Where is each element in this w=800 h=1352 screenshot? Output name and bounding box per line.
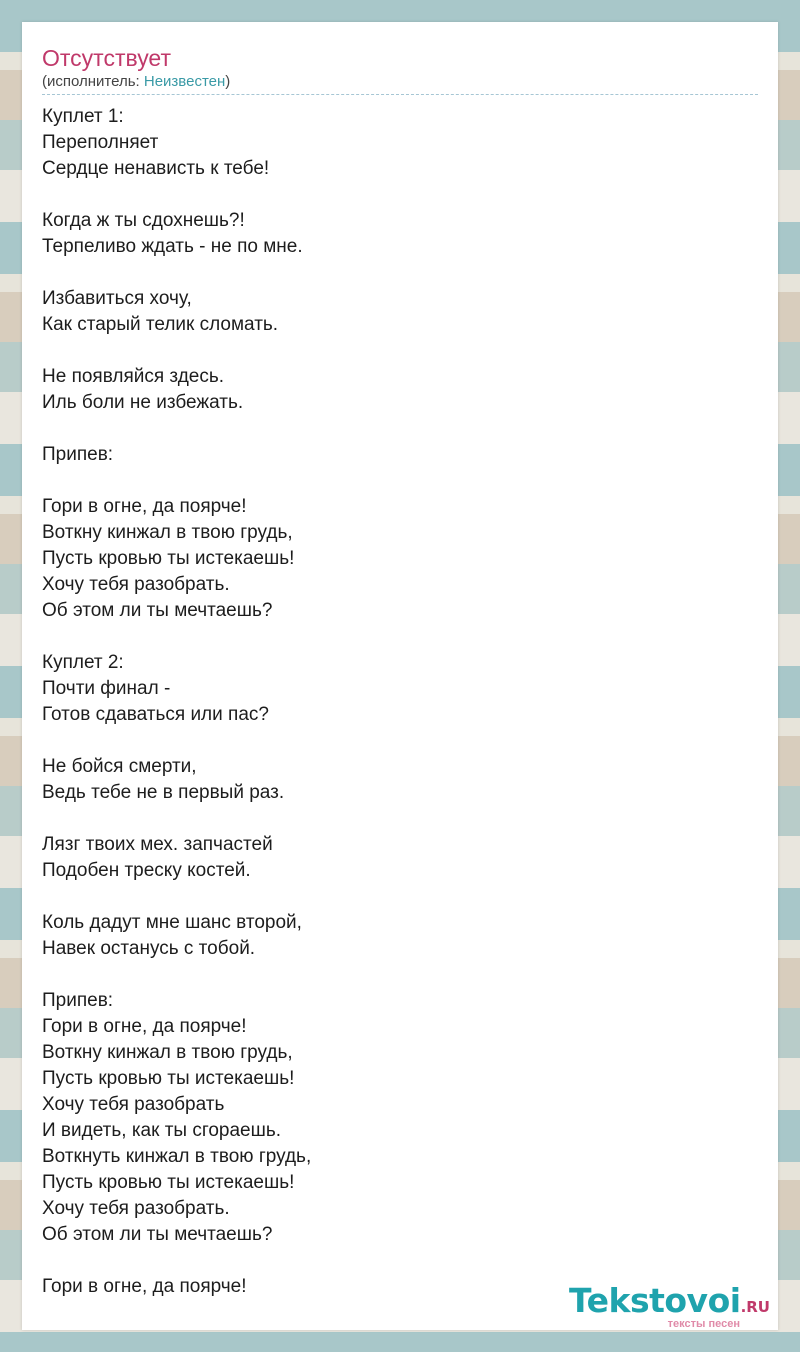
- lyric-line: Готов сдаваться или пас?: [42, 704, 269, 725]
- lyric-line: Воткну кинжал в твою грудь,: [42, 522, 293, 543]
- lyric-line: Пусть кровью ты истекаешь!: [42, 1172, 295, 1193]
- lyric-line: Гори в огне, да поярче!: [42, 496, 247, 517]
- lyric-line: Хочу тебя разобрать: [42, 1094, 225, 1115]
- lyric-line: Терпеливо ждать - не по мне.: [42, 236, 303, 257]
- title-separator: [42, 94, 758, 95]
- lyric-line: Об этом ли ты мечтаешь?: [42, 600, 273, 621]
- lyric-line: Когда ж ты сдохнешь?!: [42, 210, 245, 231]
- lyric-line: И видеть, как ты сгораешь.: [42, 1120, 282, 1141]
- lyric-line: Гори в огне, да поярче!: [42, 1276, 247, 1297]
- lyric-line: Припев:: [42, 990, 114, 1011]
- lyric-line: Хочу тебя разобрать.: [42, 1198, 230, 1219]
- artist-link[interactable]: Неизвестен: [143, 73, 226, 90]
- lyric-line: Коль дадут мне шанс второй,: [42, 912, 302, 933]
- logo-tld: .RU: [740, 1298, 770, 1316]
- lyric-line: Воткнуть кинжал в твою грудь,: [42, 1146, 312, 1167]
- lyric-line: [42, 806, 311, 832]
- lyric-line: Навек останусь с тобой.: [42, 938, 256, 959]
- lyric-line: Припев:: [42, 444, 114, 465]
- lyric-line: [42, 962, 311, 988]
- lyric-line: [42, 416, 311, 442]
- lyric-line: [42, 260, 311, 286]
- lyric-line: [42, 182, 311, 208]
- lyric-line: Куплет 1:: [42, 106, 124, 127]
- lyrics-card: [22, 22, 778, 1330]
- song-title: Отсутствует: [42, 45, 171, 71]
- lyric-line: Как старый телик сломать.: [42, 314, 279, 335]
- site-logo[interactable]: [569, 1281, 770, 1330]
- lyric-line: [42, 624, 311, 650]
- lyric-line: Не появляйся здесь.: [42, 366, 225, 387]
- logo-brand: Tekstovoi: [569, 1281, 741, 1320]
- lyrics-text: [42, 104, 311, 1300]
- lyric-line: Пусть кровью ты истекаешь!: [42, 548, 295, 569]
- lyric-line: Лязг твоих мех. запчастей: [42, 834, 273, 855]
- artist-suffix: ): [225, 73, 231, 90]
- lyric-line: [42, 884, 311, 910]
- lyric-line: [42, 728, 311, 754]
- lyric-line: [42, 468, 311, 494]
- lyric-line: Сердце ненависть к тебе!: [42, 158, 270, 179]
- lyric-line: Куплет 2:: [42, 652, 124, 673]
- lyric-line: Об этом ли ты мечтаешь?: [42, 1224, 273, 1245]
- lyric-line: Ведь тебе не в первый раз.: [42, 782, 285, 803]
- artist-line: [42, 73, 230, 91]
- lyric-line: Почти финал -: [42, 678, 171, 699]
- lyric-line: Не бойся смерти,: [42, 756, 197, 777]
- lyric-line: Подобен треску костей.: [42, 860, 251, 881]
- lyric-line: Воткну кинжал в твою грудь,: [42, 1042, 293, 1063]
- lyric-line: [42, 338, 311, 364]
- artist-prefix: (исполнитель:: [42, 73, 144, 90]
- lyric-line: Гори в огне, да поярче!: [42, 1016, 247, 1037]
- lyric-line: Переполняет: [42, 132, 159, 153]
- lyric-line: Иль боли не избежать.: [42, 392, 244, 413]
- lyric-line: Хочу тебя разобрать.: [42, 574, 230, 595]
- lyric-line: Избавиться хочу,: [42, 288, 192, 309]
- logo-tagline: тексты песен: [667, 1318, 740, 1330]
- lyric-line: Пусть кровью ты истекаешь!: [42, 1068, 295, 1089]
- lyric-line: [42, 1248, 311, 1274]
